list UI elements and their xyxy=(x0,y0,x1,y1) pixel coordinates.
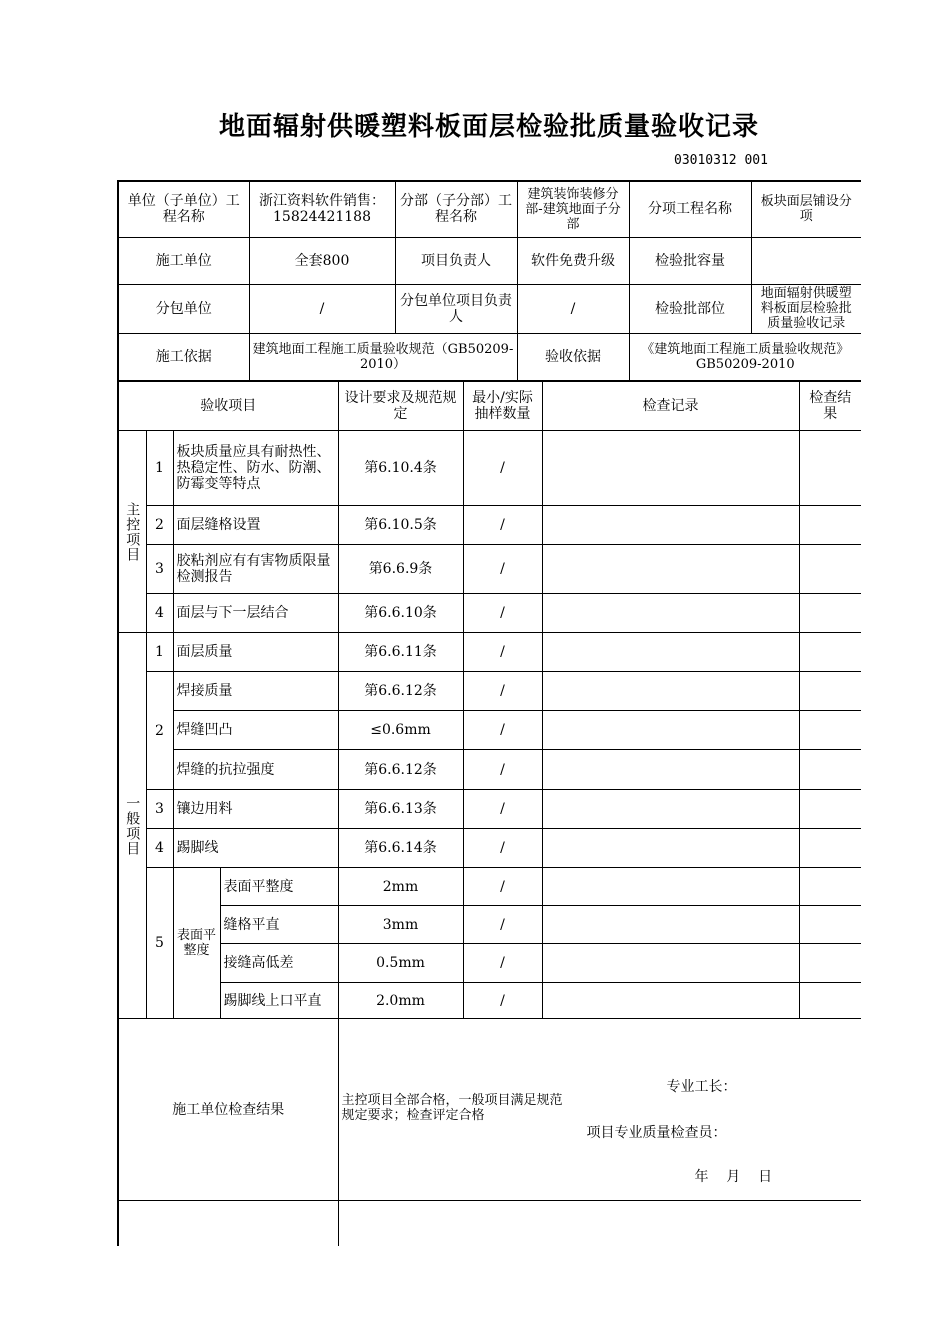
item-sample: / xyxy=(463,750,542,790)
item-sample: / xyxy=(463,594,542,633)
item-record xyxy=(542,672,799,711)
sub-pm-label: 分包单位项目负责人 xyxy=(395,284,517,333)
item-record xyxy=(542,906,799,944)
capacity-label: 检验批容量 xyxy=(629,237,751,284)
col-result-header: 检查结果 xyxy=(799,381,861,431)
item-record xyxy=(542,790,799,829)
item-spec: ≤0.6mm xyxy=(338,711,463,750)
table-row xyxy=(118,790,861,829)
item-result xyxy=(799,506,861,545)
foreman-label: 专业工长： xyxy=(666,1079,737,1095)
supervision-block xyxy=(338,1201,861,1247)
item-spec: 第6.10.4条 xyxy=(338,431,463,506)
item-sample: / xyxy=(463,983,542,1019)
item-spec: 第6.6.12条 xyxy=(338,750,463,790)
item-result xyxy=(799,906,861,944)
item-no: 2 xyxy=(146,506,173,545)
header-table xyxy=(117,180,861,382)
item-result xyxy=(799,633,861,672)
contractor-label: 施工单位 xyxy=(118,237,249,284)
item-result xyxy=(799,594,861,633)
item-spec: 0.5mm xyxy=(338,944,463,983)
check-conclusion: 主控项目全部合格，一般项目满足规范规定要求；检查评定合格 xyxy=(341,1093,563,1123)
item-name: 板块质量应具有耐热性、热稳定性、防水、防潮、防霉变等特点 xyxy=(173,431,338,506)
item-no: 1 xyxy=(146,633,173,672)
capacity-value xyxy=(751,237,861,284)
table-row xyxy=(118,906,861,944)
location-value: 地面辐射供暖塑料板面层检验批质量验收记录 xyxy=(751,284,861,333)
item-result xyxy=(799,711,861,750)
sub-label: 分包单位 xyxy=(118,284,249,333)
item-spec: 第6.6.11条 xyxy=(338,633,463,672)
item-result xyxy=(799,829,861,868)
item-spec: 第6.6.14条 xyxy=(338,829,463,868)
document-title: 地面辐射供暖塑料板面层检验批质量验收记录 xyxy=(218,112,759,142)
table-row xyxy=(118,633,861,672)
item-record xyxy=(542,545,799,594)
item-spec: 第6.6.13条 xyxy=(338,790,463,829)
item-spec: 2.0mm xyxy=(338,983,463,1019)
item-name: 表面平整度 xyxy=(220,868,338,906)
division-value: 建筑装饰装修分部-建筑地面子分部 xyxy=(517,181,629,237)
general-group-label: 一般项目 xyxy=(118,633,146,1019)
item-result xyxy=(799,790,861,829)
item-no: 3 xyxy=(146,545,173,594)
table-row xyxy=(118,594,861,633)
item-sample: / xyxy=(463,633,542,672)
basis-label: 施工依据 xyxy=(118,333,249,381)
item-record xyxy=(542,750,799,790)
item-spec: 第6.10.5条 xyxy=(338,506,463,545)
item-name: 踢脚线 xyxy=(173,829,338,868)
item-no: 2 xyxy=(146,672,173,790)
item-spec: 第6.6.12条 xyxy=(338,672,463,711)
item-sample: / xyxy=(463,868,542,906)
item-name: 面层质量 xyxy=(173,633,338,672)
item-spec: 第6.6.9条 xyxy=(338,545,463,594)
sub-value: / xyxy=(249,284,395,333)
table-row xyxy=(118,829,861,868)
items-table xyxy=(117,380,861,1246)
item-record xyxy=(542,711,799,750)
item-no: 1 xyxy=(146,431,173,506)
item-result xyxy=(799,750,861,790)
col-record-header: 检查记录 xyxy=(542,381,799,431)
table-row xyxy=(118,545,861,594)
item-sample: / xyxy=(463,711,542,750)
accept-label: 验收依据 xyxy=(517,333,629,381)
item-result xyxy=(799,983,861,1019)
item-name: 焊缝的抗拉强度 xyxy=(173,750,338,790)
col-item-header: 验收项目 xyxy=(118,381,338,431)
item-no: 5 xyxy=(146,868,173,1019)
table-row xyxy=(118,944,861,983)
item-sample: / xyxy=(463,672,542,711)
item-name: 焊缝凹凸 xyxy=(173,711,338,750)
accept-value: 《建筑地面工程施工质量验收规范》GB50209-2010 xyxy=(629,333,861,381)
item-result xyxy=(799,431,861,506)
unit-value: 浙江资料软件销售：15824421188 xyxy=(249,181,395,237)
item-sample: / xyxy=(463,506,542,545)
table-row xyxy=(118,431,861,506)
item-record xyxy=(542,594,799,633)
supervision-row xyxy=(118,1201,861,1247)
table-row xyxy=(118,711,861,750)
item-sample: / xyxy=(463,545,542,594)
item-record xyxy=(542,506,799,545)
item-sample: / xyxy=(463,829,542,868)
unit-label: 单位（子单位）工程名称 xyxy=(118,181,249,237)
item-result xyxy=(799,944,861,983)
subitem-label: 分项工程名称 xyxy=(629,181,751,237)
check-date: 年 月 日 xyxy=(694,1169,773,1185)
table-row xyxy=(118,983,861,1019)
sub-pm-value: / xyxy=(517,284,629,333)
item-record xyxy=(542,633,799,672)
inspection-form xyxy=(117,180,861,1246)
pm-value: 软件免费升级 xyxy=(517,237,629,284)
item-name: 面层与下一层结合 xyxy=(173,594,338,633)
item-no: 4 xyxy=(146,594,173,633)
item-name: 踢脚线上口平直 xyxy=(220,983,338,1019)
item-record xyxy=(542,983,799,1019)
item-record xyxy=(542,944,799,983)
item-spec: 3mm xyxy=(338,906,463,944)
item-name: 焊接质量 xyxy=(173,672,338,711)
item-name: 面层缝格设置 xyxy=(173,506,338,545)
item-sample: / xyxy=(463,790,542,829)
flatness-group-label: 表面平整度 xyxy=(173,868,220,1019)
col-design-header: 设计要求及规范规定 xyxy=(338,381,463,431)
document-number: 03010312 001 xyxy=(674,153,768,168)
item-result xyxy=(799,545,861,594)
item-record xyxy=(542,868,799,906)
pm-label: 项目负责人 xyxy=(395,237,517,284)
item-name: 胶粘剂应有有害物质限量检测报告 xyxy=(173,545,338,594)
location-label: 检验批部位 xyxy=(629,284,751,333)
table-row xyxy=(118,506,861,545)
item-sample: / xyxy=(463,431,542,506)
main-group-label: 主控项目 xyxy=(118,431,146,633)
item-record xyxy=(542,829,799,868)
item-result xyxy=(799,868,861,906)
table-row xyxy=(118,672,861,711)
item-spec: 2mm xyxy=(338,868,463,906)
table-row xyxy=(118,750,861,790)
supervision-label xyxy=(118,1201,338,1247)
item-sample: / xyxy=(463,944,542,983)
item-spec: 第6.6.10条 xyxy=(338,594,463,633)
check-block xyxy=(338,1019,861,1201)
table-row xyxy=(118,868,861,906)
contractor-value: 全套800 xyxy=(249,237,395,284)
item-name: 缝格平直 xyxy=(220,906,338,944)
item-no: 3 xyxy=(146,790,173,829)
col-sample-header: 最小/实际抽样数量 xyxy=(463,381,542,431)
item-sample: / xyxy=(463,906,542,944)
item-record xyxy=(542,431,799,506)
check-label: 施工单位检查结果 xyxy=(118,1019,338,1201)
item-name: 镶边用料 xyxy=(173,790,338,829)
check-result-row xyxy=(118,1019,861,1201)
item-name: 接缝高低差 xyxy=(220,944,338,983)
item-no: 4 xyxy=(146,829,173,868)
inspector-label: 项目专业质量检查员： xyxy=(586,1125,727,1141)
basis-value: 建筑地面工程施工质量验收规范（GB50209-2010） xyxy=(249,333,517,381)
item-result xyxy=(799,672,861,711)
division-label: 分部（子分部）工程名称 xyxy=(395,181,517,237)
subitem-value: 板块面层铺设分项 xyxy=(751,181,861,237)
